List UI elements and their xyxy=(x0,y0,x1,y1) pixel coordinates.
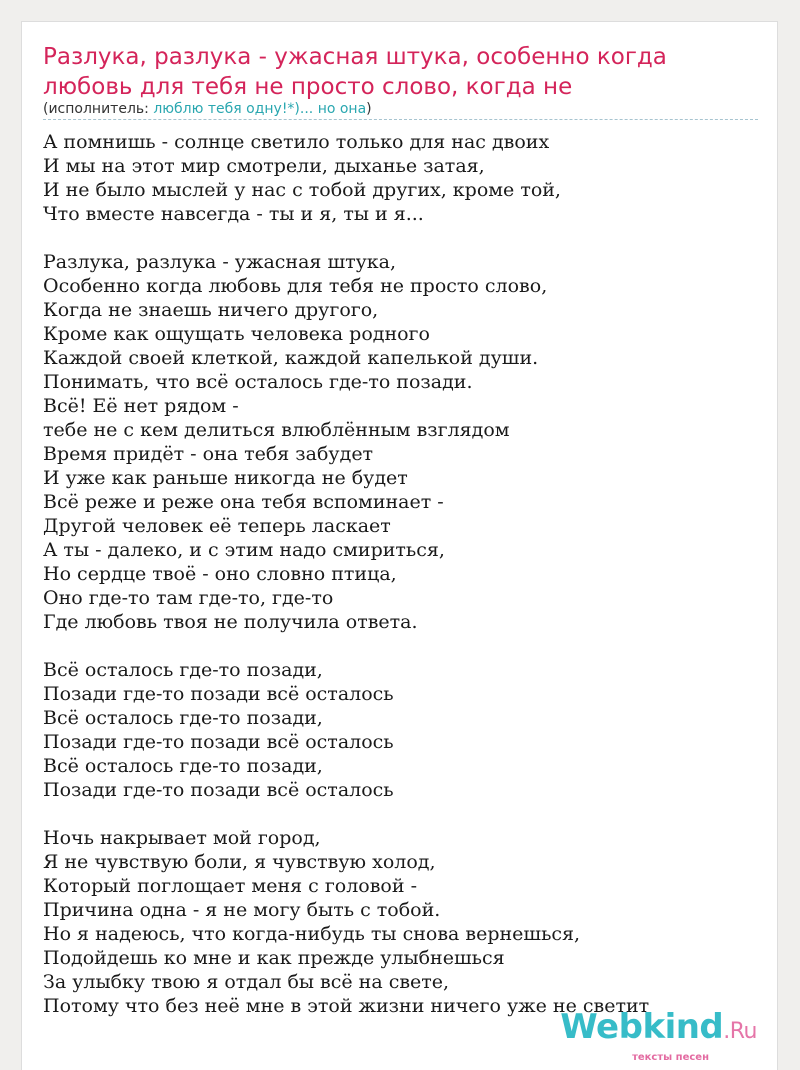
lyric-line: Всё осталось где-то позади, xyxy=(43,659,323,681)
lyric-line: Потому что без неё мне в этой жизни ничего уже не светит xyxy=(43,995,650,1017)
lyric-line: Особенно когда любовь для тебя не просто слово, xyxy=(43,275,548,297)
lyric-line: Другой человек её теперь ласкает xyxy=(43,515,391,537)
lyric-line: Я не чувствую боли, я чувствую холод, xyxy=(43,851,436,873)
watermark-tld: .Ru xyxy=(723,1019,757,1044)
lyrics-verse xyxy=(43,130,763,226)
lyric-line: И уже как раньше никогда не будет xyxy=(43,467,408,489)
artist-suffix: ) xyxy=(366,101,372,117)
lyric-line: И мы на этот мир смотрели, дыханье затая, xyxy=(43,155,485,177)
lyric-line: Каждой своей клеткой, каждой капелькой души. xyxy=(43,347,539,369)
lyrics-verse xyxy=(43,250,763,634)
lyric-line: Что вместе навсегда - ты и я, ты и я... xyxy=(43,203,424,225)
lyric-line: Разлука, разлука - ужасная штука, xyxy=(43,251,397,273)
watermark-brand: Webkind xyxy=(560,1007,724,1047)
lyric-line: Кроме как ощущать человека родного xyxy=(43,323,430,345)
watermark-tagline: тексты песен xyxy=(632,1052,709,1063)
lyric-line: Но я надеюсь, что когда-нибудь ты снова вернешься, xyxy=(43,923,581,945)
lyric-line: Всё осталось где-то позади, xyxy=(43,707,323,729)
lyric-line: Всё реже и реже она тебя вспоминает - xyxy=(43,491,444,513)
lyric-line: Всё осталось где-то позади, xyxy=(43,755,323,777)
lyric-line: Где любовь твоя не получила ответа. xyxy=(43,611,418,633)
lyric-line: Который поглощает меня с головой - xyxy=(43,875,417,897)
lyric-line: Всё! Её нет рядом - xyxy=(43,395,239,417)
lyric-line: Понимать, что всё осталось где-то позади. xyxy=(43,371,473,393)
lyric-line: Подойдешь ко мне и как прежде улыбнешься xyxy=(43,947,505,969)
watermark-logo xyxy=(537,1007,757,1052)
lyrics-verse xyxy=(43,826,763,1018)
lyric-line: Но сердце твоё - оно словно птица, xyxy=(43,563,397,585)
lyric-line: Позади где-то позади всё осталось xyxy=(43,683,394,705)
title-divider xyxy=(43,119,758,120)
lyric-line: Когда не знаешь ничего другого, xyxy=(43,299,379,321)
lyric-line: Время придёт - она тебя забудет xyxy=(43,443,374,465)
lyrics-body xyxy=(43,130,763,1042)
lyric-line: Позади где-то позади всё осталось xyxy=(43,731,394,753)
artist-prefix: (исполнитель: xyxy=(43,101,154,117)
song-title: Разлука, разлука - ужасная штука, особенно когда любовь для тебя не просто слово, когда не xyxy=(43,44,667,100)
artist-link[interactable]: люблю тебя одну!*)... но она xyxy=(153,101,367,117)
lyric-line: А помнишь - солнце светило только для нас двоих xyxy=(43,131,550,153)
lyric-line: За улыбку твою я отдал бы всё на свете, xyxy=(43,971,450,993)
webkind-watermark xyxy=(537,1007,757,1067)
lyric-line: Ночь накрывает мой город, xyxy=(43,827,321,849)
lyric-line: Причина одна - я не могу быть с тобой. xyxy=(43,899,441,921)
lyric-line: Позади где-то позади всё осталось xyxy=(43,779,394,801)
lyrics-verse xyxy=(43,658,763,802)
artist-line xyxy=(43,100,372,118)
lyric-line: А ты - далеко, и с этим надо смириться, xyxy=(43,539,445,561)
lyric-line: И не было мыслей у нас с тобой других, кроме той, xyxy=(43,179,561,201)
lyrics-card xyxy=(21,21,778,1070)
lyric-line: тебе не с кем делиться влюблённым взглядом xyxy=(43,419,510,441)
lyric-line: Оно где-то там где-то, где-то xyxy=(43,587,334,609)
